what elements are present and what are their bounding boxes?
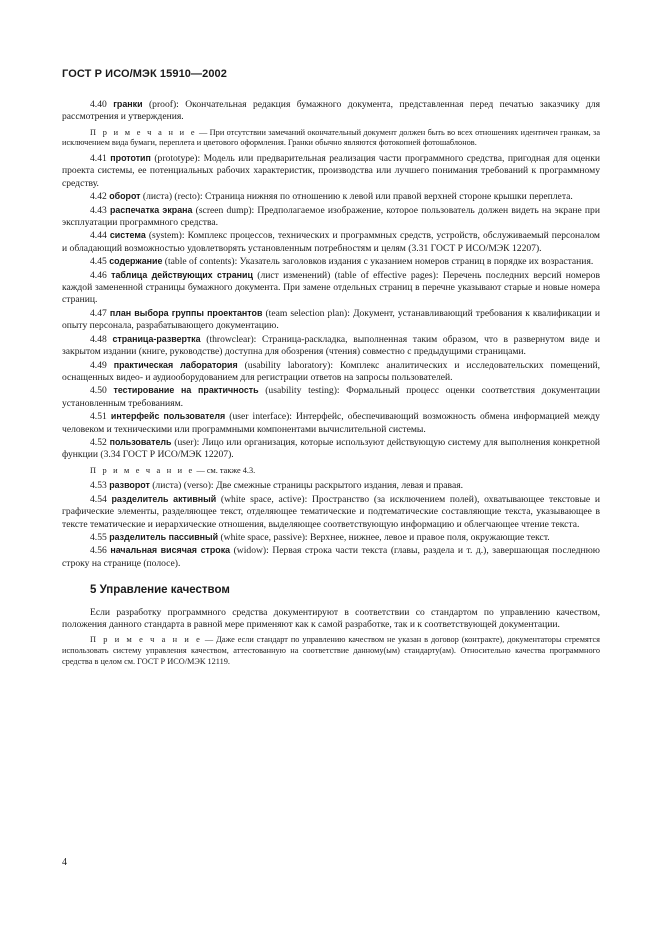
entry-number: 4.55 xyxy=(90,531,107,543)
entry-number: 4.56 xyxy=(90,545,107,557)
entry-definition: (prototype): Модель или предварительная реализация части программного средства, пригодная для оценки проекта системы, ее потенциальных рабочих характеристик, производства или лучшего понимания требований к программному средству. xyxy=(62,153,600,189)
entry-term: разделитель активный xyxy=(111,493,217,504)
entry-definition: (screen dump): Предполагаемое изображение, которое пользователь должен видеть на экране при эксплуатации программного средства. xyxy=(62,204,600,229)
term-entry xyxy=(62,307,600,333)
entry-number: 4.44 xyxy=(90,230,107,242)
entry-definition: (usability testing): Формальный процесс оценки соответствия документации установленным требованиям. xyxy=(62,385,600,409)
entry-term: начальная висячая строка xyxy=(110,545,231,556)
entry-definition: (user): Лицо или организация, которые используют действующую систему для выполнения конкретной функции (3.34 ГОСТ Р ИСО/МЭК 12207). xyxy=(62,436,600,461)
entry-definition: (system): Комплекс процессов, технических и программных средств, устройств, обслуживаемый персоналом и обладающий возможностью удовлетворять установленным потребностям и целям (3.31 ГОСТ Р ИСО/МЭК 12207). xyxy=(62,230,600,254)
term-entry xyxy=(62,359,600,385)
note-text: — см. также 4.3. xyxy=(194,465,256,475)
term-entry xyxy=(62,190,600,203)
entry-definition: (proof): Окончательная редакция бумажного документа, представленная перед печатью заказчику для рассмотрения и утверждения. xyxy=(62,99,601,123)
entry-definition: (widow): Первая строка части текста (главы, раздела и т. д.), завершающая последнюю строку на странице (полосе). xyxy=(62,545,600,569)
entry-term: таблица действующих страниц xyxy=(111,269,253,280)
term-entry xyxy=(62,544,600,570)
term-entry xyxy=(62,152,600,190)
term-entry xyxy=(62,98,600,124)
note-text: — При отсутствии замечаний окончательный документ должен быть во всех отношениях идентичен гранкам, за исключением вида бумаги, переплета и цветового оформления. Гранки обычно являются фотокопией фотошаблонов. xyxy=(62,127,600,148)
entry-number: 4.41 xyxy=(90,153,107,164)
entry-definition: (usability laboratory): Комплекс аналитических и исследовательских помещений, оснащенных видео- и аудиооборудованием для регистрации ответов на запросы пользователей. xyxy=(62,359,600,383)
term-entry xyxy=(62,255,600,268)
entry-term: разделитель пассивный xyxy=(109,531,219,542)
entry-term: пользователь xyxy=(109,436,172,447)
entry-number: 4.42 xyxy=(90,191,107,203)
page-number: 4 xyxy=(62,857,67,868)
note-label: П р и м е ч а н и е xyxy=(90,127,197,137)
entry-number: 4.46 xyxy=(90,269,107,281)
entry-term: оборот xyxy=(109,191,141,202)
note-text: — Даже если стандарт по управлению качеством не указан в договор (контракте), документаторы стремятся использовать систему управления качеством, аттестованную на соответствие данному(ым) стандарту(ам). Относительно качества программного средства в целом см. ГОСТ Р ИСО/МЭК 12119. xyxy=(62,635,600,666)
entry-definition: (лист изменений) (table of effective pages): Перечень последних версий номеров каждой замененной страницы бумажного документа. При замене отдельных страниц в перечне указывают старые и новые номера страниц. xyxy=(62,269,601,306)
entry-term: прототип xyxy=(110,153,151,163)
entry-definition: (листа) (verso): Две смежные страницы раскрытого издания, левая и правая. xyxy=(149,480,464,492)
entry-definition: (white space, passive): Верхнее, нижнее, левое и правое поля, окружающие текст. xyxy=(218,531,550,543)
term-entry xyxy=(62,479,600,492)
entry-definition: (user interface): Интерфейс, обеспечивающий возможность обмена информацией между человеком и техническими или программными компонентами вычислительной системы. xyxy=(62,411,600,435)
entry-term: содержание xyxy=(109,256,163,267)
note xyxy=(62,466,600,477)
term-entry xyxy=(62,493,600,531)
entry-number: 4.47 xyxy=(90,307,107,319)
entry-number: 4.51 xyxy=(90,411,107,423)
section-heading: 5 Управление качеством xyxy=(90,584,230,597)
entry-term: план выбора группы проектантов xyxy=(109,307,263,318)
note-label: П р и м е ч а н и е xyxy=(90,635,203,645)
term-entry xyxy=(62,229,600,255)
entry-term: тестирование на практичность xyxy=(113,385,259,396)
note xyxy=(62,128,600,149)
entry-definition: (table of contents): Указатель заголовков издания с указанием номеров страниц в порядке их возрастания. xyxy=(162,256,594,268)
term-entry xyxy=(62,410,600,436)
entry-number: 4.43 xyxy=(90,204,107,216)
term-entry xyxy=(62,269,600,307)
entry-term: страница-развертка xyxy=(112,333,201,344)
entry-number: 4.49 xyxy=(90,359,107,371)
entry-number: 4.48 xyxy=(90,333,107,345)
entry-term: распечатка экрана xyxy=(110,204,193,215)
term-entry xyxy=(62,531,600,544)
term-entry xyxy=(62,436,600,462)
entry-term: интерфейс пользователя xyxy=(110,411,226,422)
note-label: П р и м е ч а н и е xyxy=(90,465,195,475)
term-entry xyxy=(62,204,600,230)
document-body xyxy=(62,98,600,670)
entry-number: 4.45 xyxy=(90,256,107,268)
entry-definition: (white space, active): Пространство (за исключением полей), охватывающее текстовые и графические элементы, разделяющее текст, отделяющее тематические и подтематические составляющие текста, указывающее в тексте тематические и иерархические отношения, выделяющее соответствующую информацию и облегчающее чтение текста. xyxy=(62,493,600,530)
entry-number: 4.52 xyxy=(90,436,107,448)
term-entry xyxy=(62,333,600,359)
entry-number: 4.50 xyxy=(90,385,107,397)
entry-term: гранки xyxy=(113,99,143,109)
entry-term: разворот xyxy=(109,480,150,491)
section-paragraph: Если разработку программного средства документируют в соответствии со стандартом по управлению качеством, положения данного стандарта в равной мере применяют как к самой разработке, так и к соответствующей документации. xyxy=(62,606,600,630)
entry-term: система xyxy=(109,230,146,241)
entry-definition: (листа) (recto): Страница нижняя по отношению к левой или правой верхней стороне крышки переплета. xyxy=(140,191,573,203)
entry-number: 4.54 xyxy=(90,493,107,505)
entry-number: 4.40 xyxy=(90,99,107,110)
entry-definition: (team selection plan): Документ, устанавливающий требования к квалификации и опыту персонала, разрабатывающего документацию. xyxy=(62,307,600,332)
page-header: ГОСТ Р ИСО/МЭК 15910—2002 xyxy=(62,68,227,80)
term-entry xyxy=(62,384,600,410)
section-note xyxy=(62,635,600,667)
entry-number: 4.53 xyxy=(90,480,107,492)
entry-term: практическая лаборатория xyxy=(113,359,238,370)
entry-definition: (throwclear): Страница-раскладка, выполненная таким образом, что в развернутом виде и закрытом издании (книге, руководстве) доступна для обозрения (чтения) совместно с предыдущими страницами. xyxy=(62,333,600,358)
